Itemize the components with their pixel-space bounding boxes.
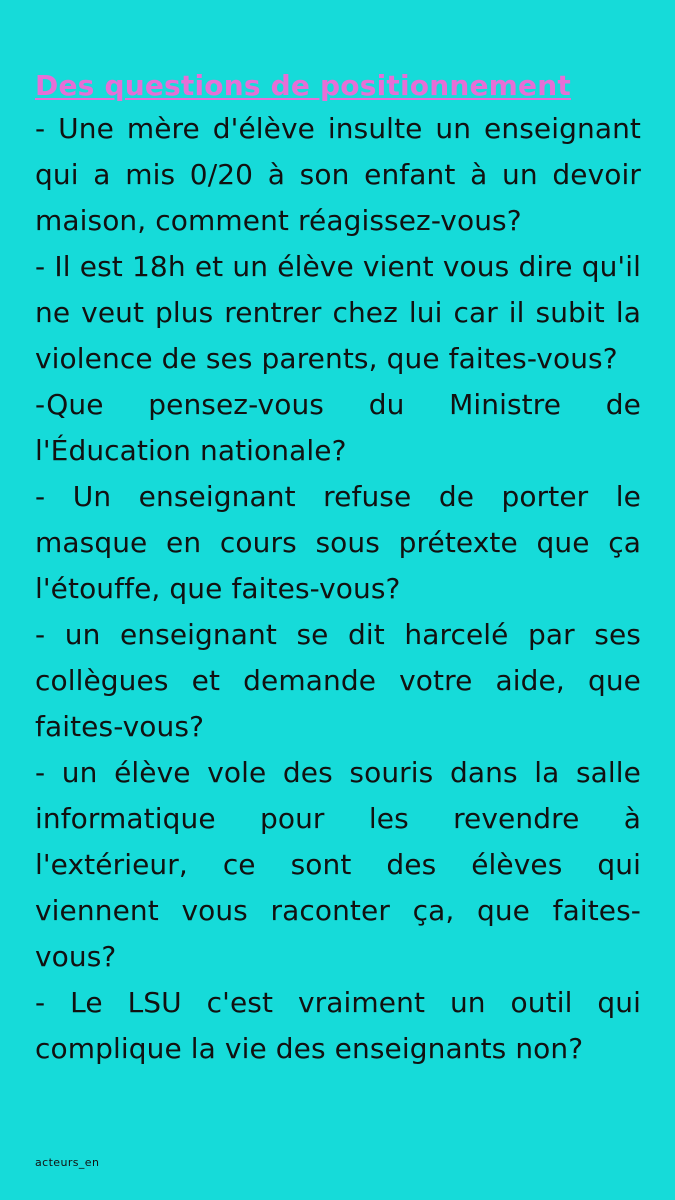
question-item: - Il est 18h et un élève vient vous dire qu'il ne veut plus rentrer chez lui car il subit la violence de ses parents, que faites-vous?: [35, 250, 641, 375]
question-item: - Le LSU c'est vraiment un outil qui complique la vie des enseignants non?: [35, 986, 641, 1065]
question-item: - Un enseignant refuse de porter le masque en cours sous prétexte que ça l'étouffe, que faites-vous?: [35, 480, 641, 605]
question-item: - un élève vole des souris dans la salle informatique pour les revendre à l'extérieur, ce sont des élèves qui viennent vous raconter ça, que faites-vous?: [35, 756, 641, 973]
question-item: - un enseignant se dit harcelé par ses collègues et demande votre aide, que faites-vous?: [35, 618, 641, 743]
question-item: - Une mère d'élève insulte un enseignant qui a mis 0/20 à son enfant à un devoir maison, comment réagissez-vous?: [35, 112, 641, 237]
questions-card: [35, 66, 641, 1072]
page-title: Des questions de positionnement: [35, 69, 571, 102]
question-item: -Que pensez-vous du Ministre de l'Éducation nationale?: [35, 388, 641, 467]
account-handle: acteurs_en: [35, 1156, 100, 1169]
